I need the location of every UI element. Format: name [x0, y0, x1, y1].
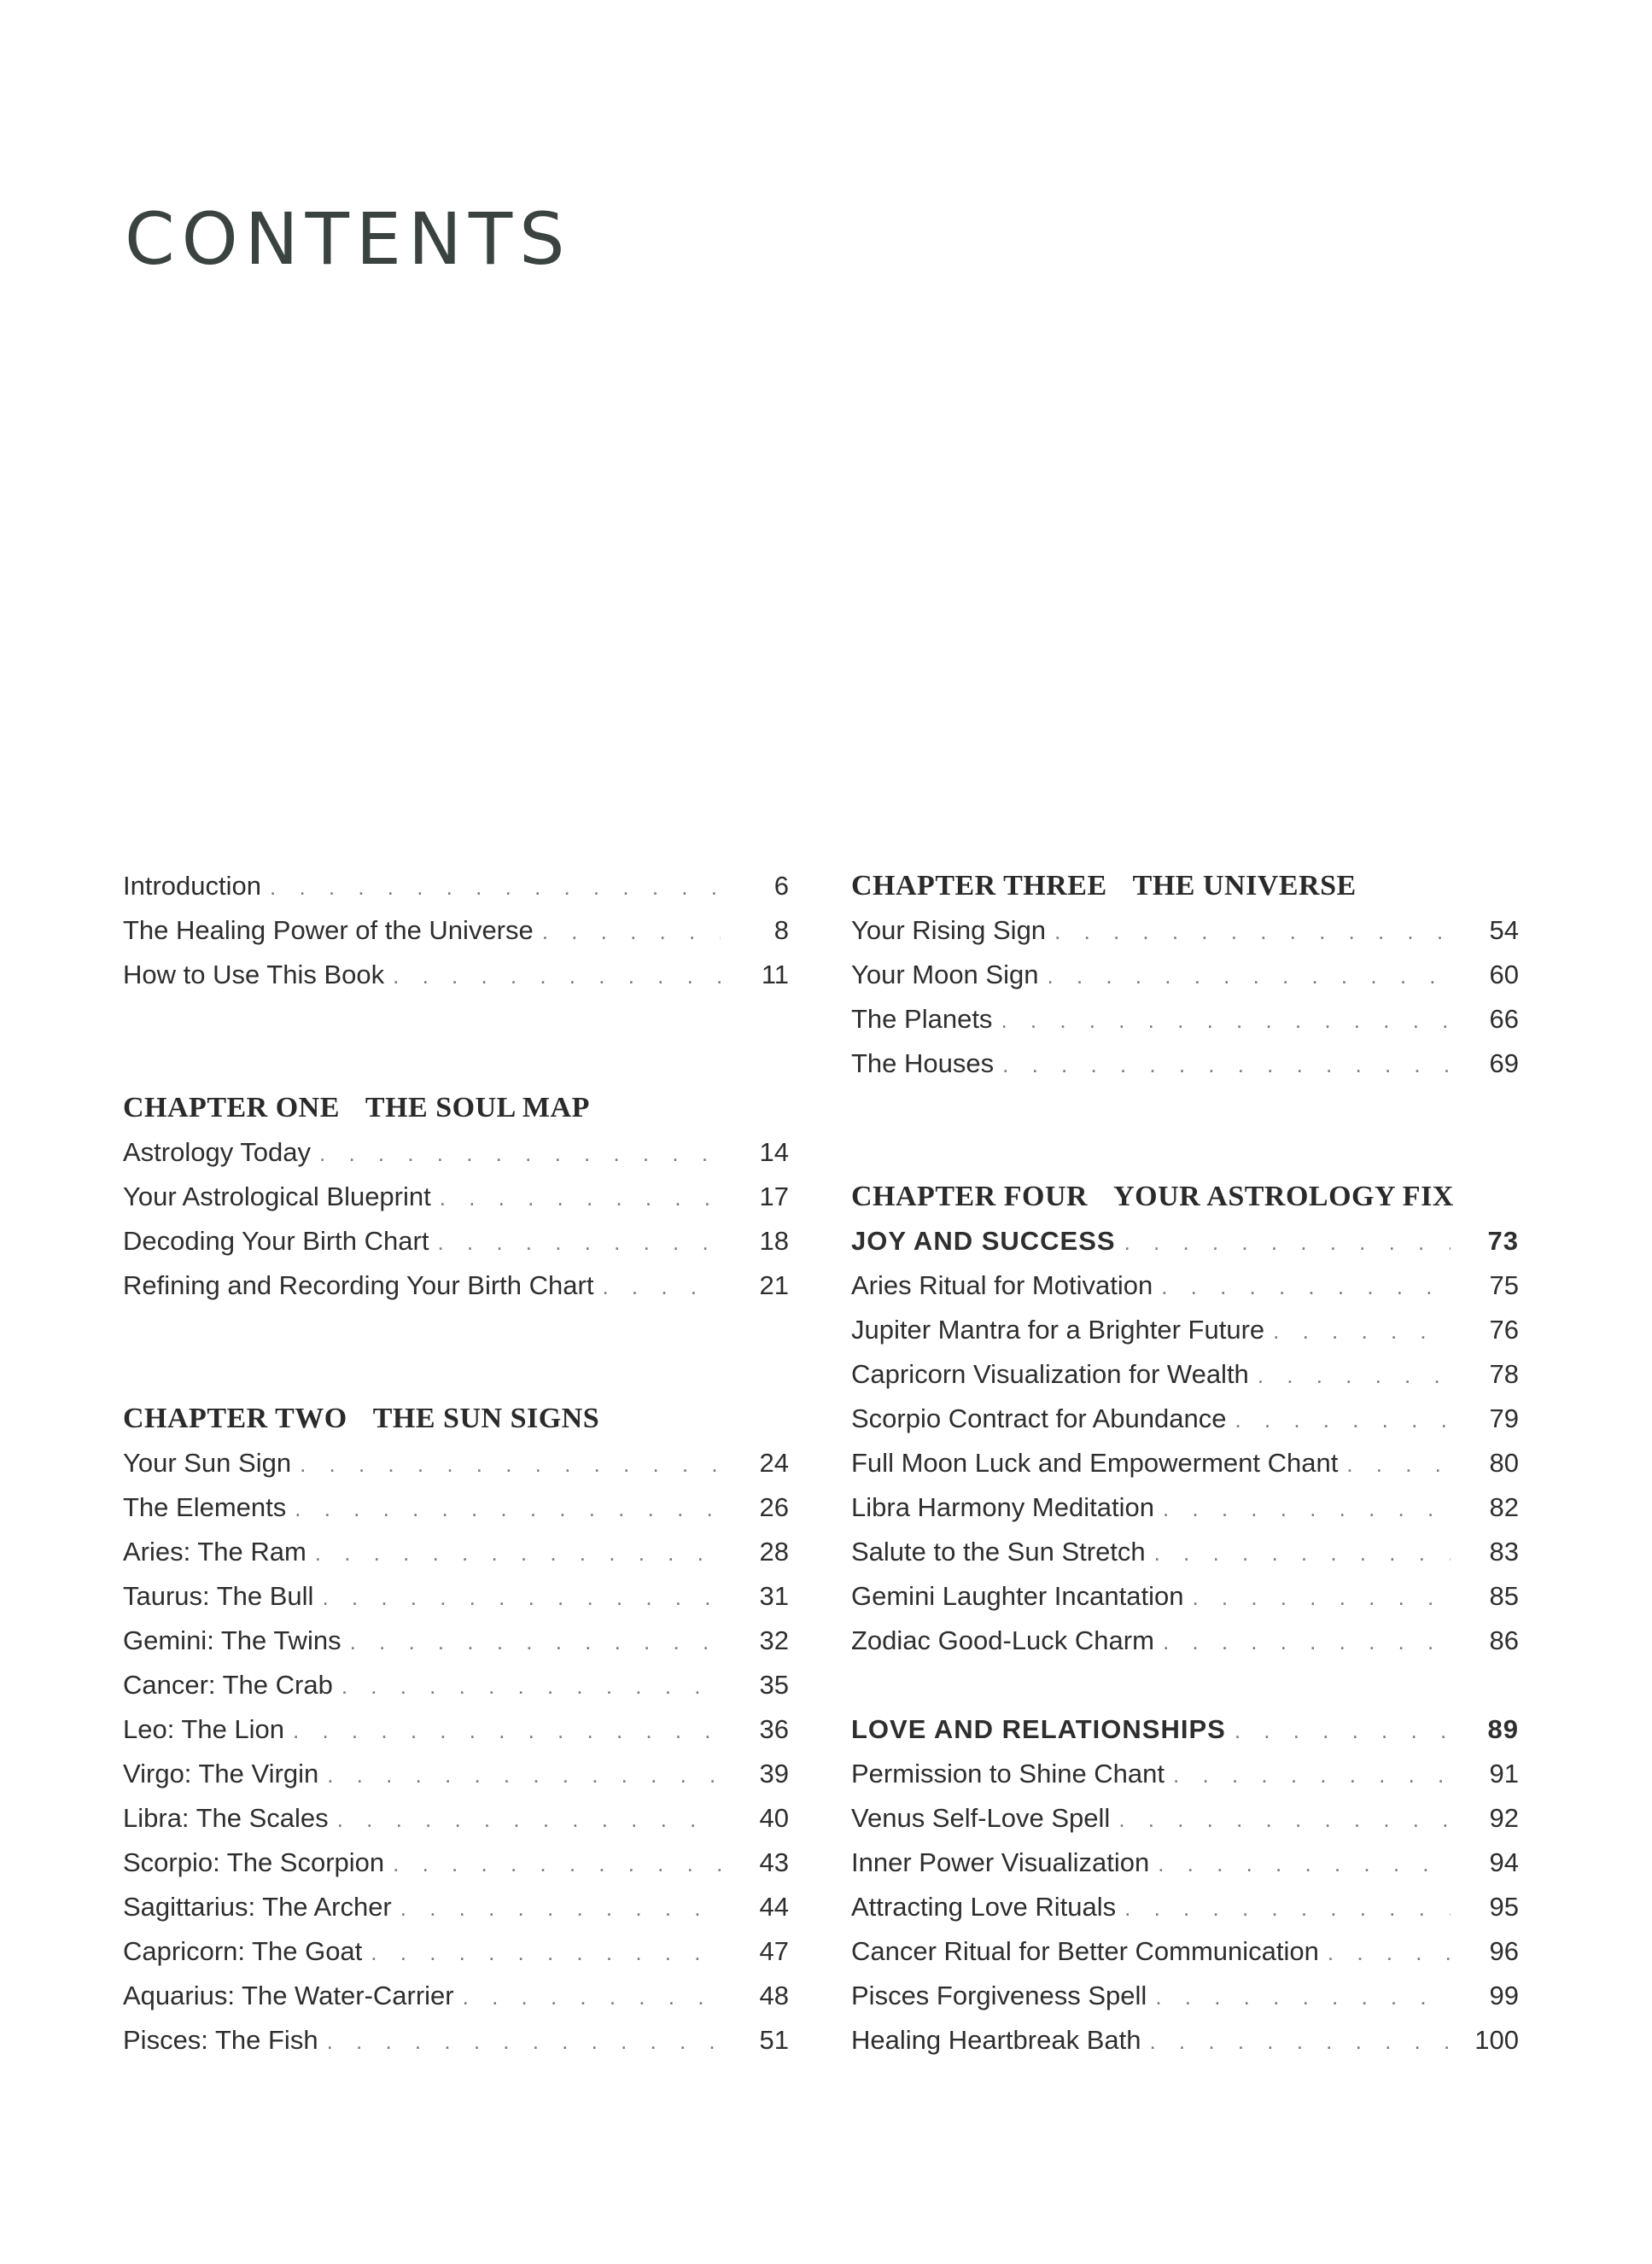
leader-dots	[1054, 909, 1451, 954]
entry-label: Refining and Recording Your Birth Chart	[123, 1270, 594, 1300]
toc-entry	[851, 1974, 1519, 2018]
leader-dots	[350, 1619, 721, 1664]
entry-page: 60	[1489, 960, 1519, 989]
entry-page: 14	[759, 1137, 789, 1167]
entry-page: 99	[1489, 1981, 1519, 2010]
entry-label: Venus Self-Love Spell	[851, 1803, 1111, 1833]
toc-entry	[123, 1175, 789, 1219]
love-entries	[851, 1752, 1519, 2063]
toc-entry	[123, 1530, 789, 1574]
leader-dots	[327, 2019, 721, 2063]
toc-entry	[123, 1574, 789, 1619]
leader-dots	[1124, 1220, 1451, 1264]
entry-label: Taurus: The Bull	[123, 1581, 314, 1611]
entry-page: 80	[1489, 1448, 1519, 1478]
entry-page: 51	[759, 2025, 789, 2055]
leader-dots	[1124, 1886, 1451, 1930]
toc-entry	[851, 1530, 1519, 1574]
entry-label: Aquarius: The Water-Carrier	[123, 1981, 454, 2010]
entry-page: 73	[1487, 1226, 1519, 1256]
chapter-title: THE SUN SIGNS	[372, 1403, 600, 1434]
leader-dots	[1158, 1841, 1451, 1886]
entry-page: 96	[1489, 1936, 1519, 1966]
toc-entry	[851, 1752, 1519, 1796]
leader-dots	[1163, 1486, 1451, 1531]
entry-label: JOY AND SUCCESS	[851, 1226, 1116, 1256]
entry-label: Cancer Ritual for Better Communication	[851, 1936, 1319, 1966]
toc-entry	[851, 2018, 1519, 2063]
entry-page: 85	[1489, 1581, 1519, 1611]
entry-page: 47	[759, 1936, 789, 1966]
leader-dots	[270, 865, 721, 909]
toc-entry	[851, 1441, 1519, 1485]
entry-label: Your Astrological Blueprint	[123, 1182, 431, 1211]
entry-page: 76	[1489, 1315, 1519, 1345]
leader-dots	[1328, 1930, 1451, 1975]
entry-page: 44	[759, 1892, 789, 1922]
section-heading-love	[851, 1707, 1519, 1752]
chapter-heading	[851, 1175, 1519, 1219]
toc-entry	[123, 2018, 789, 2063]
entry-page: 83	[1489, 1537, 1519, 1567]
chapter-title: YOUR ASTROLOGY FIX	[1113, 1181, 1454, 1212]
chapter-title: THE SOUL MAP	[365, 1092, 590, 1123]
chapter-number: CHAPTER FOUR	[851, 1181, 1089, 1212]
toc-entry	[123, 1619, 789, 1663]
leader-dots	[1235, 1397, 1451, 1442]
entry-label: Aries: The Ram	[123, 1537, 306, 1567]
entry-page: 92	[1489, 1803, 1519, 1833]
entry-label: Your Sun Sign	[123, 1448, 292, 1478]
leader-dots	[463, 1975, 721, 2019]
entry-page: 79	[1489, 1403, 1519, 1433]
toc-entry	[123, 1796, 789, 1841]
entry-label: Attracting Love Rituals	[851, 1892, 1117, 1922]
entry-page: 48	[759, 1981, 789, 2010]
toc-entry	[123, 864, 789, 908]
chapter-heading	[851, 864, 1519, 908]
chapter-number: CHAPTER THREE	[851, 870, 1107, 902]
entry-page: 69	[1489, 1048, 1519, 1078]
entry-page: 11	[761, 960, 789, 989]
leader-dots	[315, 1531, 721, 1575]
toc-entry	[123, 1974, 789, 2018]
entry-page: 21	[759, 1270, 789, 1300]
entry-page: 54	[1489, 915, 1519, 945]
entry-label: Permission to Shine Chant	[851, 1759, 1165, 1788]
toc-entry	[123, 1885, 789, 1929]
chapter-number: CHAPTER TWO	[123, 1403, 347, 1434]
entry-label: LOVE AND RELATIONSHIPS	[851, 1714, 1226, 1744]
entry-page: 26	[759, 1492, 789, 1522]
toc-right-column	[851, 864, 1519, 2063]
leader-dots	[1149, 2019, 1451, 2063]
leader-dots	[300, 1442, 721, 1486]
entry-label: Pisces Forgiveness Spell	[851, 1981, 1147, 2010]
entry-page: 17	[759, 1182, 789, 1211]
entry-page: 8	[773, 915, 789, 945]
leader-dots	[437, 1220, 721, 1264]
leader-dots	[341, 1664, 721, 1708]
entry-page: 75	[1489, 1270, 1519, 1300]
entry-label: Sagittarius: The Archer	[123, 1892, 392, 1922]
entry-label: The Houses	[851, 1048, 995, 1078]
leader-dots	[319, 1131, 721, 1176]
entry-label: Zodiac Good-Luck Charm	[851, 1625, 1154, 1655]
entry-label: Scorpio: The Scorpion	[123, 1847, 385, 1877]
section-heading-joy	[851, 1219, 1519, 1263]
entry-label: Cancer: The Crab	[123, 1670, 333, 1700]
entry-page: 100	[1474, 2025, 1519, 2055]
toc-entry	[851, 1263, 1519, 1308]
entry-label: Introduction	[123, 871, 261, 901]
toc-entry	[851, 1574, 1519, 1619]
chapter-heading	[123, 1086, 789, 1130]
toc-entry	[123, 1663, 789, 1707]
toc-entry	[123, 1219, 789, 1263]
leader-dots	[337, 1797, 721, 1841]
leader-dots	[1258, 1353, 1451, 1397]
chapter-title: THE UNIVERSE	[1132, 870, 1357, 902]
toc-entry	[851, 1796, 1519, 1841]
chapter-one-entries	[123, 1130, 789, 1308]
leader-dots	[371, 1930, 721, 1975]
entry-page: 95	[1489, 1892, 1519, 1922]
entry-page: 82	[1489, 1492, 1519, 1522]
entry-page: 18	[759, 1226, 789, 1256]
entry-label: The Elements	[123, 1492, 287, 1522]
entry-label: Inner Power Visualization	[851, 1847, 1150, 1877]
leader-dots	[1118, 1797, 1451, 1841]
toc-entry	[123, 1263, 789, 1308]
leader-dots	[1155, 1975, 1451, 2019]
entry-page: 66	[1489, 1004, 1519, 1034]
toc-entry	[851, 908, 1519, 953]
leader-dots	[1273, 1309, 1451, 1353]
entry-page: 32	[759, 1625, 789, 1655]
chapter-number: CHAPTER ONE	[123, 1092, 340, 1123]
leader-dots	[1161, 1264, 1451, 1309]
leader-dots	[393, 1841, 721, 1886]
entry-label: Leo: The Lion	[123, 1714, 285, 1744]
toc-entry	[851, 1841, 1519, 1885]
entry-page: 91	[1489, 1759, 1519, 1788]
leader-dots	[1154, 1531, 1451, 1575]
leader-dots	[393, 954, 721, 998]
entry-page: 6	[773, 871, 789, 901]
entry-label: How to Use This Book	[123, 960, 385, 989]
leader-dots	[1002, 1042, 1451, 1087]
toc-entry	[123, 908, 789, 953]
toc-entry	[123, 1929, 789, 1974]
leader-dots	[293, 1708, 721, 1753]
chapter-three-entries	[851, 908, 1519, 1086]
toc-entry	[851, 1929, 1519, 1974]
toc-entry	[123, 1130, 789, 1175]
joy-entries	[851, 1263, 1519, 1663]
toc-entry	[851, 1397, 1519, 1441]
toc-entry	[123, 1707, 789, 1752]
entry-page: 43	[759, 1847, 789, 1877]
entry-label: Astrology Today	[123, 1137, 311, 1167]
entry-label: Jupiter Mantra for a Brighter Future	[851, 1315, 1265, 1345]
entry-page: 40	[759, 1803, 789, 1833]
leader-dots	[440, 1176, 721, 1220]
entry-label: Aries Ritual for Motivation	[851, 1270, 1153, 1300]
entry-page: 39	[759, 1759, 789, 1788]
entry-label: Capricorn: The Goat	[123, 1936, 363, 1966]
toc-entry	[851, 1485, 1519, 1530]
entry-label: Salute to the Sun Stretch	[851, 1537, 1146, 1567]
entry-page: 35	[759, 1670, 789, 1700]
entry-page: 86	[1489, 1625, 1519, 1655]
leader-dots	[1173, 1753, 1451, 1797]
entry-label: Decoding Your Birth Chart	[123, 1226, 429, 1256]
toc-entry	[851, 1619, 1519, 1663]
entry-page: 89	[1487, 1714, 1519, 1744]
entry-label: Full Moon Luck and Empowerment Chant	[851, 1448, 1339, 1478]
entry-label: The Planets	[851, 1004, 993, 1034]
toc-entry	[851, 1042, 1519, 1086]
toc-entry	[123, 1441, 789, 1485]
entry-label: Libra Harmony Meditation	[851, 1492, 1154, 1522]
entry-page: 24	[759, 1448, 789, 1478]
toc-entry	[851, 1352, 1519, 1397]
intro-entries	[123, 864, 789, 997]
entry-label: The Healing Power of the Universe	[123, 915, 534, 945]
toc-entry	[851, 1308, 1519, 1352]
toc-entry	[851, 953, 1519, 997]
entry-label: Healing Heartbreak Bath	[851, 2025, 1141, 2055]
leader-dots	[1047, 954, 1451, 998]
entry-label: Your Rising Sign	[851, 915, 1047, 945]
leader-dots	[602, 1264, 721, 1309]
entry-page: 31	[759, 1581, 789, 1611]
entry-page: 28	[759, 1537, 789, 1567]
leader-dots	[1346, 1442, 1451, 1486]
leader-dots	[542, 909, 721, 954]
chapter-heading	[123, 1397, 789, 1441]
entry-page: 36	[759, 1714, 789, 1744]
leader-dots	[1192, 1575, 1451, 1619]
leader-dots	[295, 1486, 721, 1531]
toc-entry	[123, 953, 789, 997]
toc-entry	[123, 1485, 789, 1530]
leader-dots	[400, 1886, 721, 1930]
toc-entry	[851, 1885, 1519, 1929]
page-title: CONTENTS	[125, 197, 572, 281]
leader-dots	[1001, 998, 1451, 1042]
entry-label: Scorpio Contract for Abundance	[851, 1403, 1227, 1433]
entry-label: Gemini: The Twins	[123, 1625, 341, 1655]
entry-label: Libra: The Scales	[123, 1803, 329, 1833]
toc-left-column	[123, 864, 789, 2063]
entry-label: Gemini Laughter Incantation	[851, 1581, 1184, 1611]
entry-page: 78	[1489, 1359, 1519, 1389]
leader-dots	[1235, 1708, 1451, 1753]
leader-dots	[322, 1575, 721, 1619]
entry-label: Pisces: The Fish	[123, 2025, 318, 2055]
entry-page: 94	[1489, 1847, 1519, 1877]
leader-dots	[327, 1753, 721, 1797]
chapter-two-entries	[123, 1441, 789, 2063]
leader-dots	[1163, 1619, 1451, 1664]
entry-label: Capricorn Visualization for Wealth	[851, 1359, 1249, 1389]
toc-entry	[851, 997, 1519, 1042]
toc-entry	[123, 1841, 789, 1885]
toc-entry	[123, 1752, 789, 1796]
entry-label: Your Moon Sign	[851, 960, 1039, 989]
entry-label: Virgo: The Virgin	[123, 1759, 319, 1788]
